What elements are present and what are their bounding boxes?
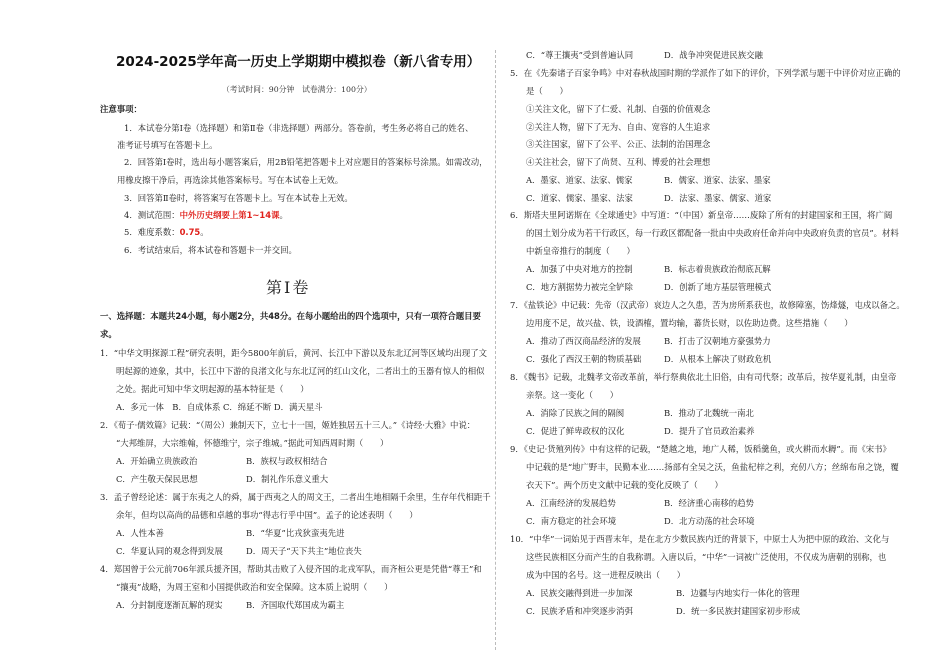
option-row: [526, 194, 771, 202]
note-3: 3．回答第Ⅱ卷时，将答案写在答题卡上。写在本试卷上无效。: [124, 193, 353, 203]
option-row: [526, 589, 799, 597]
option-b[interactable]: B．儒家、道家、法家、墨家: [664, 175, 771, 185]
option-b[interactable]: B．“华夏”比戎狄蛮夷先进: [246, 528, 345, 538]
option-c[interactable]: C．产生敬天保民思想: [116, 474, 198, 484]
option-row: [526, 176, 771, 184]
option-row: [526, 51, 763, 59]
question-1-options[interactable]: A．多元一体 B．自成体系 C．绵延不断 D．满天星斗: [116, 402, 323, 412]
question-1-cont: 明起源的迹象，其中，长江中下游的良渚文化与东北辽河的红山文化，二者出土的玉器有惊人的相似: [116, 366, 485, 376]
question-6-cont: 的国土划分成为若干行政区，每一行政区都配备一批由中央政府任命并向中央政府负责的官员”。材料: [526, 228, 899, 238]
option-a[interactable]: A．分封制度逐渐瓦解的现实: [116, 600, 223, 610]
question-10-cont2: 成为中国的名号。这一进程反映出（ ）: [526, 570, 686, 580]
statement-3: ③关注国家，留下了公平、公正、法制的治国理念: [526, 139, 711, 149]
question-8: 8．《魏书》记载，北魏孝文帝改革前，举行祭典依北土旧俗，由有司代祭；改革后，按华夏礼制，由皇帝: [510, 372, 897, 382]
option-row: [526, 607, 800, 615]
question-7: 7．《盐铁论》中记载：先帝（汉武帝）哀边人之久患，苦为房所系获也，故修障塞，饬烽燧，屯戍以备之。: [510, 300, 905, 310]
note-1-cont: 准考证号填写在答题卡上。: [117, 140, 218, 150]
option-d[interactable]: D．从根本上解决了财政危机: [664, 354, 772, 364]
question-3-cont: 余年，但均以高尚的品德和卓越的事功“得志行乎中国”。孟子的论述表明（ ）: [116, 510, 418, 520]
question-8-cont: 亲祭。这一变化（ ）: [526, 390, 619, 400]
question-9-cont2: 衣天下”。两个历史文献中记载的变化反映了（ ）: [526, 480, 723, 490]
note-6: 6．考试结束后，将本试卷和答题卡一并交回。: [124, 245, 297, 255]
option-a[interactable]: A．推动了西汉商品经济的发展: [526, 336, 641, 346]
option-a[interactable]: A．消除了民族之间的隔阂: [526, 408, 625, 418]
exam-title: 2024-2025学年高一历史上学期期中模拟卷（新八省专用）: [116, 54, 481, 70]
option-b[interactable]: B．标志着贵族政治彻底瓦解: [664, 264, 771, 274]
option-row: [116, 475, 328, 483]
option-b[interactable]: B．推动了北魏统一南北: [664, 408, 754, 418]
option-b[interactable]: B．族权与政权相结合: [246, 456, 328, 466]
question-5: 5．在《先秦诸子百家争鸣》中对春秋战国时期的学派作了如下的评价，下列学派与题干中评价对应正确的: [510, 68, 901, 78]
option-d[interactable]: D．北方动荡的社会环境: [664, 516, 755, 526]
question-4: 4．郑国曾于公元前706年派兵援齐国，帮助其击败了入侵齐国的北戎军队，而齐桓公更是凭借“尊王”和: [100, 564, 482, 574]
section-intro-cont: 求。: [100, 329, 117, 339]
difficulty-value: 0.75: [179, 227, 201, 237]
option-d[interactable]: D．周天子“天下共主”地位丧失: [246, 546, 362, 556]
option-a[interactable]: A．江南经济的发展趋势: [526, 498, 616, 508]
statement-4: ④关注社会，留下了尚贤、互利、博爱的社会理想: [526, 157, 711, 167]
note-2-cont: 用橡皮擦干净后，再选涂其他答案标号。写在本试卷上无效。: [117, 175, 344, 185]
question-1: 1．“中华文明探源工程”研究表明，距今5800年前后，黄河、长江中下游以及东北辽河等区域均出现了文: [100, 348, 487, 358]
option-c[interactable]: C．民族矛盾和冲突逐步消弭: [526, 606, 633, 616]
question-10: 10．“中华”一词始见于西晋末年，是在北方少数民族内迁的背景下，中原士人为把中原的政治、文化与: [510, 534, 890, 544]
option-a[interactable]: A．开始确立贵族政治: [116, 456, 198, 466]
option-a[interactable]: A．墨家、道家、法家、儒家: [526, 175, 633, 185]
question-7-cont: 边用度不足，故兴盐、铁，设酒榷，置均输，蕃货长财，以佐助边费。这些措施（ ）: [526, 318, 853, 328]
note-5-label: 5．难度系数：: [124, 227, 180, 237]
option-a[interactable]: A．人性本善: [116, 528, 164, 538]
option-row: [526, 517, 754, 525]
note-2: 2．回答第Ⅰ卷时，选出每小题答案后，用2B铅笔把答题卡上对应题目的答案标号涂黑。如需改动，: [124, 157, 488, 167]
option-row: [526, 337, 771, 345]
option-d[interactable]: D．创新了地方基层管理模式: [664, 282, 772, 292]
section-title: 第Ⅰ卷: [266, 278, 311, 297]
note-4: [124, 211, 288, 219]
note-4-label: 4．测试范围：: [124, 210, 180, 220]
question-1-cont2: 之处。据此可知中华文明起源的基本特征是（ ）: [116, 384, 309, 394]
option-c[interactable]: C．强化了西汉王朝的物质基础: [526, 354, 642, 364]
option-row: [526, 283, 771, 291]
question-4-cont: “攘夷”战略，为周王室和小国提供政治和安全保障。这本质上说明（ ）: [116, 582, 393, 592]
option-row: [116, 457, 328, 465]
question-10-cont: 这些民族相区分而产生的自我称谓。入唐以后，“中华”一词被广泛使用，不仅成为唐朝的别称，也: [526, 552, 887, 562]
option-d[interactable]: D．提升了官员政治素养: [664, 426, 755, 436]
note-1: 1．本试卷分第Ⅰ卷（选择题）和第Ⅱ卷（非选择题）两部分。答卷前，考生务必将自己的姓名、: [124, 123, 474, 133]
note-5: [124, 228, 209, 236]
option-d[interactable]: D．统一多民族封建国家初步形成: [676, 606, 800, 616]
question-9-cont: 中记载的是“地广野丰，民勤本业……扬部有全吴之沃，鱼盐杞梓之利，充仞八方；丝绵布帛之饶，覆: [526, 462, 899, 472]
option-c[interactable]: C．道家、儒家、墨家、法家: [526, 193, 633, 203]
option-b[interactable]: B．齐国取代郑国成为霸主: [246, 600, 345, 610]
exam-subtitle: （考试时间：90分钟 试卷满分：100分）: [222, 85, 372, 94]
option-a[interactable]: A．加强了中央对地方的控制: [526, 264, 633, 274]
statement-2: ②关注人物，留下了无为、自由、宽容的人生追求: [526, 122, 711, 132]
question-2-cont: “大邦维屏，大宗维翰，怀德维宁，宗子维城。”据此可知西周时期（ ）: [116, 438, 389, 448]
option-row: [116, 529, 344, 537]
question-3: 3．孟子曾经论述：属于东夷之人的舜，属于西夷之人的周文王，二者出生地相隔千余里，生存年代相距千: [100, 492, 491, 502]
notes-heading: 注意事项：: [100, 104, 142, 114]
option-c[interactable]: C．促进了鲜卑政权的汉化: [526, 426, 625, 436]
option-row: [116, 547, 362, 555]
question-2: 2．《荀子·儒效篇》记载：“（周公）兼制天下，立七十一国，姬姓独居五十三人。”《诗经·大雅》中说：: [100, 420, 476, 430]
note-5-end: 。: [200, 227, 209, 237]
option-c[interactable]: C．华夏认同的观念得到发展: [116, 546, 223, 556]
option-row: [526, 355, 771, 363]
option-d[interactable]: D．制礼作乐意义重大: [246, 474, 329, 484]
note-4-end: 。: [279, 210, 288, 220]
question-9: 9．《史记·货殖列传》中有这样的记载，“楚越之地，地广人稀，饭稻羹鱼，或火耕而水耨”。而《宋书》: [510, 444, 891, 454]
option-c[interactable]: C．南方稳定的社会环境: [526, 516, 617, 526]
option-b[interactable]: B．打击了汉朝地方豪强势力: [664, 336, 771, 346]
option-row: [116, 601, 344, 609]
option-row: [526, 499, 754, 507]
question-5-cont: 是（ ）: [526, 86, 568, 96]
option-b[interactable]: B．边疆与内地实行一体化的管理: [676, 588, 800, 598]
option-row: [526, 265, 771, 273]
option-a[interactable]: A．民族交融得到进一步加深: [526, 588, 633, 598]
question-6-cont2: 中新皇帝推行的制度（ ）: [526, 246, 635, 256]
question-6: 6．斯塔夫里阿诺斯在《全球通史》中写道：“（中国）新皇帝……废除了所有的封建国家和王国，将广阔: [510, 210, 893, 220]
test-scope: 中外历史纲要上第1~14课: [179, 210, 280, 220]
option-d[interactable]: D．法家、墨家、儒家、道家: [664, 193, 772, 203]
option-d[interactable]: D．战争冲突促进民族交融: [664, 50, 763, 60]
option-row: [526, 409, 754, 417]
option-c[interactable]: C．“尊王攘夷”受到普遍认同: [526, 50, 634, 60]
statement-1: ①关注文化，留下了仁爱、礼制、自强的价值观念: [526, 104, 711, 114]
option-b[interactable]: B．经济重心南移的趋势: [664, 498, 754, 508]
section-intro: 一、选择题：本题共24小题，每小题2分，共48分。在每小题给出的四个选项中，只有一项符合题目要: [100, 311, 481, 321]
column-divider: [495, 50, 496, 650]
option-c[interactable]: C．地方割据势力被完全铲除: [526, 282, 633, 292]
option-row: [526, 427, 754, 435]
